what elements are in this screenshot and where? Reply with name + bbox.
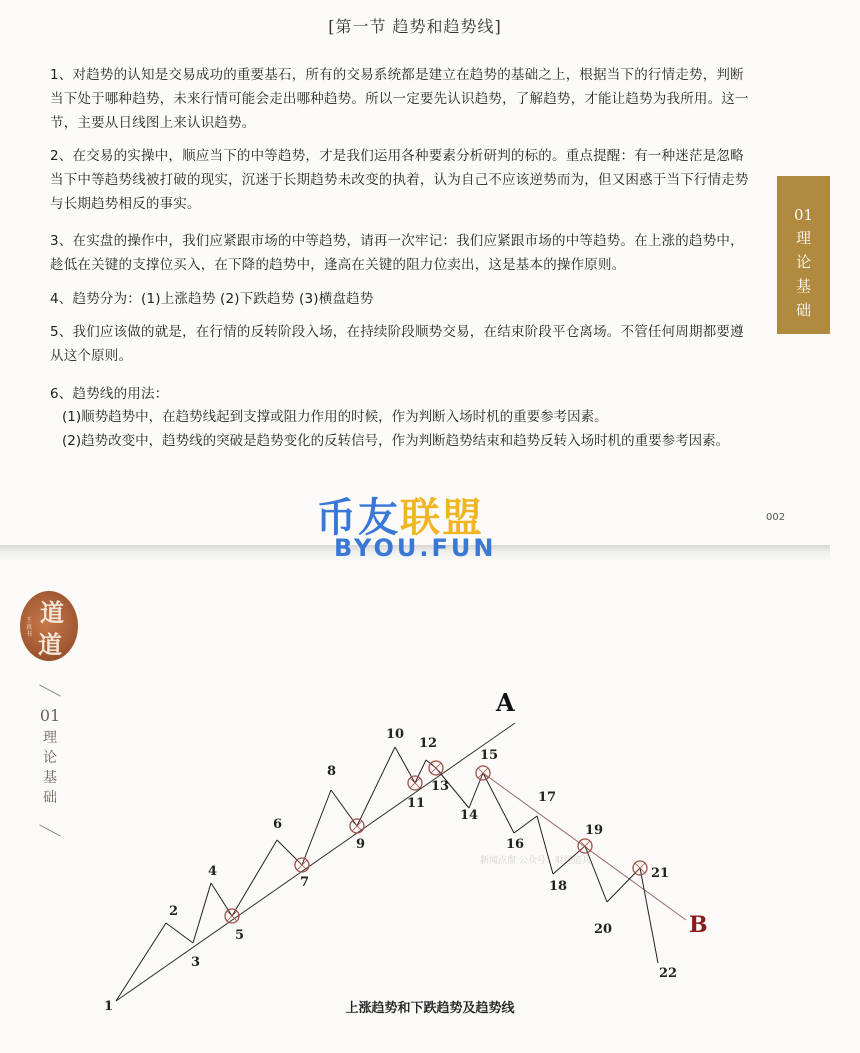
paragraph-text: 对趋势的认知是交易成功的重要基石，所有的交易系统都是建立在趋势的基础之上，根据当下的行情走势，判断当下处于哪种趋势，未来行情可能会走出哪种趋势。所以一定要先认识趋势，了解趋势，才能让趋势为我所用。这一节，主要从日线图上来认识趋势。 xyxy=(50,67,749,131)
point-label-1: 1 xyxy=(104,999,114,1014)
book-logo xyxy=(20,591,78,661)
paragraph-text: 在实盘的操作中，我们应紧跟市场的中等趋势，请再一次牢记：我们应紧跟市场的中等趋势。在上涨的趋势中，趁低在关键的支撑位买入，在下降的趋势中，逢高在关键的阻力位卖出，这是基本的操作原则。 xyxy=(50,233,744,273)
paragraph-text: 在交易的实操中，顺应当下的中等趋势，才是我们运用各种要素分析研判的标的。重点提醒：有一种迷茫是忽略当下中等趋势线被打破的现实，沉迷于长期趋势未改变的执着，认为自己不应该逆势而为，但又困惑于当下行情走势与长期趋势相反的事实。 xyxy=(50,148,749,212)
logo-glyph-top: 道 xyxy=(40,598,64,627)
price-segment xyxy=(483,773,514,833)
chapter-label: 理论基础 xyxy=(43,730,57,806)
price-segment xyxy=(395,747,415,783)
chapter-label: 理论基础 xyxy=(795,229,811,319)
point-label-7: 7 xyxy=(300,875,310,890)
paragraph-text: 趋势线的用法： xyxy=(72,386,169,402)
watermark-brand-blue: 币友 xyxy=(316,495,400,541)
price-segment xyxy=(166,923,193,943)
paragraph-number: 3、 xyxy=(50,233,73,249)
sub-item-2 xyxy=(62,429,752,453)
page-number: 002 xyxy=(766,512,786,523)
trendline-a xyxy=(116,723,515,1001)
price-segment xyxy=(640,868,658,963)
chapter-number: 01 xyxy=(793,206,814,224)
paragraph-number: 6、 xyxy=(50,386,73,402)
price-segment xyxy=(514,816,537,833)
point-label-11: 11 xyxy=(407,796,426,811)
paragraph-number: 5、 xyxy=(50,324,73,340)
point-label-20: 20 xyxy=(594,922,613,937)
point-label-12: 12 xyxy=(419,736,438,751)
paragraph-text: 趋势分为：(1)上涨趋势 (2)下跌趋势 (3)横盘趋势 xyxy=(72,291,374,307)
point-label-9: 9 xyxy=(356,837,366,852)
book-page-top xyxy=(0,0,830,545)
chart-caption: 上涨趋势和下跌趋势及趋势线 xyxy=(345,1001,515,1016)
logo-glyph-bottom: 道 xyxy=(38,630,62,659)
point-label-13: 13 xyxy=(431,779,450,794)
price-segment xyxy=(116,923,166,1001)
paragraph-2 xyxy=(50,144,750,216)
point-label-8: 8 xyxy=(327,764,337,779)
paragraph-4 xyxy=(50,287,750,311)
logo-small-text: 王真书 xyxy=(26,617,33,638)
paragraph-number: 4、 xyxy=(50,291,73,307)
point-label-16: 16 xyxy=(506,837,525,852)
chart-faint-watermark: 新闻点窗 公众号：财经道兵 xyxy=(480,856,591,866)
watermark-brand-yellow: 联盟 xyxy=(400,495,484,541)
paragraph-text: 我们应该做的就是，在行情的反转阶段入场，在持续阶段顺势交易，在结束阶段平仓离场。不管任何周期都要遵从这个原则。 xyxy=(50,324,744,364)
point-label-14: 14 xyxy=(460,808,479,823)
point-label-17: 17 xyxy=(538,790,557,805)
price-segment xyxy=(211,883,232,916)
price-segment xyxy=(193,883,211,943)
point-label-4: 4 xyxy=(208,864,218,879)
section-title: [第一节 趋势和趋势线] xyxy=(328,17,502,36)
paragraph-number: 1、 xyxy=(50,67,73,83)
point-label-5: 5 xyxy=(235,928,245,943)
paragraph-3 xyxy=(50,229,750,277)
paragraph-6 xyxy=(50,382,750,406)
sub-item-1: (1)顺势趋势中，在趋势线起到支撑或阻力作用的时候，作为判断入场时机的重要参考因素。 xyxy=(62,409,608,425)
point-label-18: 18 xyxy=(549,879,568,894)
point-label-10: 10 xyxy=(386,727,405,742)
point-label-19: 19 xyxy=(585,823,604,838)
sub-item-2-text: (2)趋势改变中，趋势线的突破是趋势变化的反转信号，作为判断趋势结束和趋势反转入场时机的重要参考因素。 xyxy=(62,433,730,449)
chapter-number: 01 xyxy=(39,706,61,725)
point-label-15: 15 xyxy=(480,748,499,763)
point-label-2: 2 xyxy=(169,904,179,919)
paragraph-5 xyxy=(50,320,750,368)
paragraph-1 xyxy=(50,63,750,135)
point-label-6: 6 xyxy=(273,817,283,832)
point-label-21: 21 xyxy=(651,866,670,881)
price-segment xyxy=(357,747,395,826)
point-label-3: 3 xyxy=(191,955,201,970)
chapter-side-tab xyxy=(777,176,830,334)
point-label-22: 22 xyxy=(659,966,678,981)
price-segment xyxy=(469,773,483,808)
trendlines-group xyxy=(116,723,686,1001)
trendline-b-label: B xyxy=(689,912,708,938)
trendline-a-label: A xyxy=(496,688,515,717)
watermark-url: BYOU.FUN xyxy=(334,534,497,562)
point-labels-group xyxy=(104,727,677,1014)
paragraph-number: 2、 xyxy=(50,148,73,164)
